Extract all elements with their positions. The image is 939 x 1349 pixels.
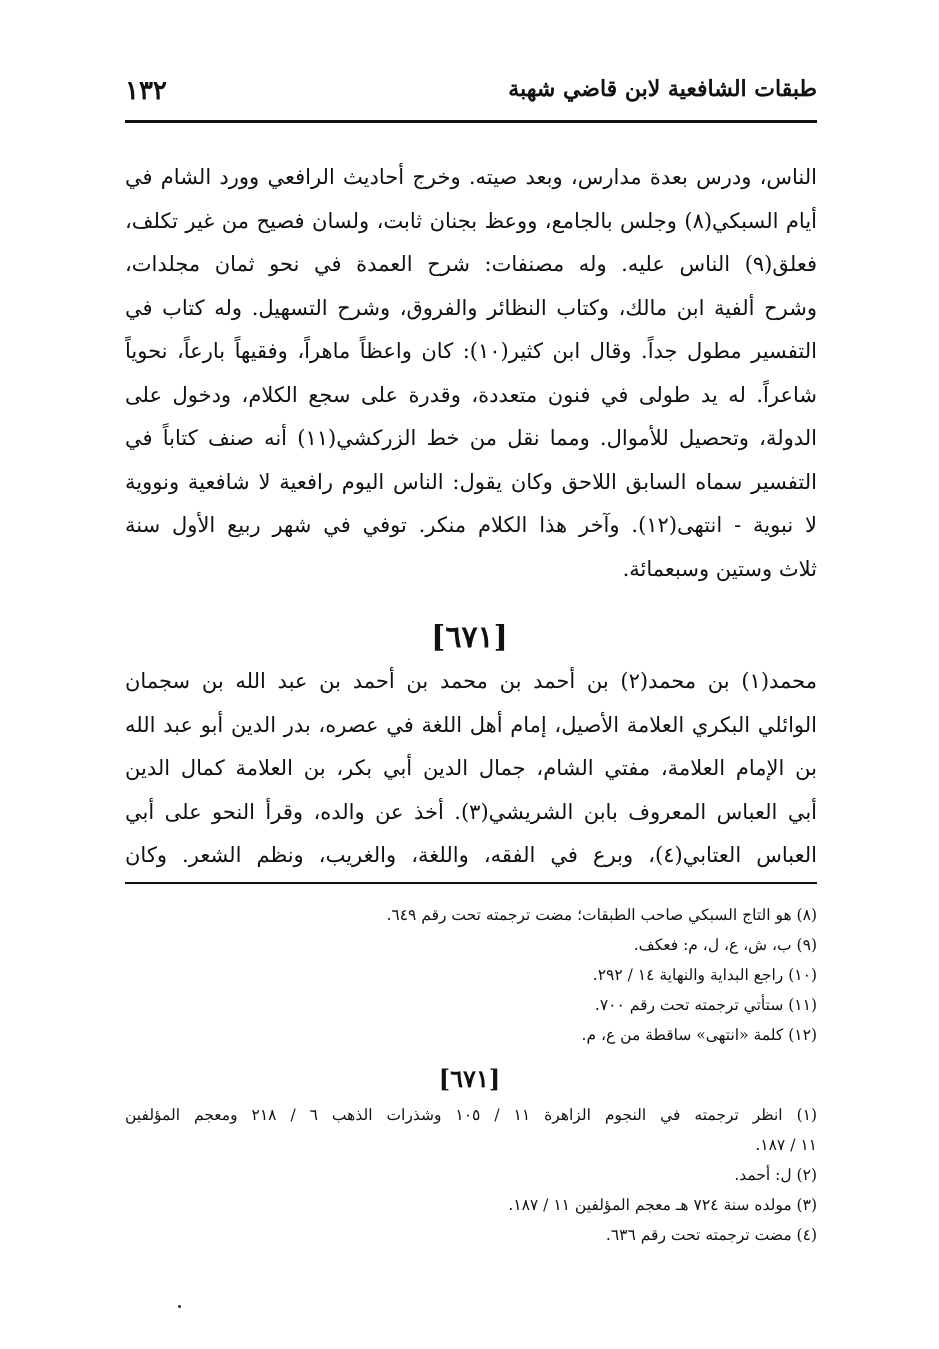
footnote: (١٢) كلمة «انتهى» ساقطة من ع، م. <box>581 1026 817 1044</box>
footnote: (٣) مولده سنة ٧٢٤ هـ معجم المؤلفين ١١ / ١٨٧. <box>508 1196 817 1214</box>
text-line: شاعراً. له يد طولى في فنون متعددة، وقدرة على سجع الكلام، ودخول على <box>125 382 817 407</box>
text-line: الوائلي البكري العلامة الأصيل، إمام أهل اللغة في عصره، بدر الدين أبو عبد الله <box>125 712 817 737</box>
scan-speck <box>178 1305 181 1308</box>
page-number: ١٣٢ <box>125 76 167 106</box>
text-line: ثلاث وستين وسبعمائة. <box>622 556 817 581</box>
page-header <box>125 68 817 123</box>
entry-number-heading: [٦٧١] <box>431 620 508 655</box>
text-line: العباس العتابي(٤)، وبرع في الفقه، واللغة، والغريب، ونظم الشعر. وكان <box>125 843 817 867</box>
entry-body <box>125 660 817 878</box>
text-line: لا نبوية - انتهى(١٢). وآخر هذا الكلام منكر. توفي في شهر ربيع الأول سنة <box>125 513 817 537</box>
footnote: (١) انظر ترجمته في النجوم الزاهرة ١١ / ١٠٥ وشذرات الذهب ٦ / ٢١٨ ومعجم المؤلفين <box>125 1106 817 1124</box>
text-line: الناس، ودرس بعدة مدارس، وبعد صيته. وخرج أحاديث الرافعي وورد الشام في <box>125 165 817 189</box>
footnote: (١٠) راجع البداية والنهاية ١٤ / ٢٩٢. <box>592 966 817 984</box>
footnotes-entry <box>125 1100 817 1250</box>
running-title: طبقات الشافعية لابن قاضي شهبة <box>508 76 817 102</box>
text-line: أبي العباس المعروف بابن الشريشي(٣). أخذ عن والده، وقرأ النحو على أبي <box>125 799 817 824</box>
text-line: فعلق(٩) الناس عليه. وله مصنفات: شرح العمدة في نحو ثمان مجلدات، <box>125 252 817 276</box>
footnote: (٤) مضت ترجمته تحت رقم ٦٣٦. <box>605 1226 817 1244</box>
footnote-entry-number: [٦٧١] <box>438 1064 501 1093</box>
footnote: (٩) ب، ش، ع، ل، م: فعكف. <box>633 936 817 954</box>
footnote-continuation: ١١ / ١٨٧. <box>755 1136 817 1154</box>
footnote: (٢) ل: أحمد. <box>734 1166 817 1184</box>
footnote: (١١) ستأتي ترجمته تحت رقم ٧٠٠. <box>594 996 817 1014</box>
text-line: الدولة، وتحصيل للأموال. ومما نقل من خط الزركشي(١١) أنه صنف كتاباً في <box>125 426 817 450</box>
text-line: وشرح ألفية ابن مالك، وكتاب النظائر والفروق، وشرح التسهيل. وله كتاب في <box>125 295 817 320</box>
footnotes-previous <box>125 900 817 1050</box>
text-line: التفسير سماه السابق اللاحق وكان يقول: الناس اليوم رافعية لا شافعية ونووية <box>125 469 817 494</box>
text-line: محمد(١) بن محمد(٢) بن أحمد بن محمد بن أحمد بن عبد الله بن سجمان <box>125 669 817 693</box>
text-line: أيام السبكي(٨) وجلس بالجامع، ووعظ بجنان ثابت، ولسان فصيح من غير تكلف، <box>125 208 817 233</box>
footnote-divider <box>125 882 817 884</box>
previous-entry-body <box>125 156 817 591</box>
text-line: التفسير مطول جداً. وقال ابن كثير(١٠): كان واعظاً ماهراً، وفقيهاً بارعاً، نحوياً <box>125 339 817 363</box>
text-line: بن الإمام العلامة، مفتي الشام، جمال الدين أبي بكر، بن العلامة كمال الدين <box>125 756 817 780</box>
footnote: (٨) هو التاج السبكي صاحب الطبقات؛ مضت ترجمته تحت رقم ٦٤٩. <box>386 906 817 924</box>
